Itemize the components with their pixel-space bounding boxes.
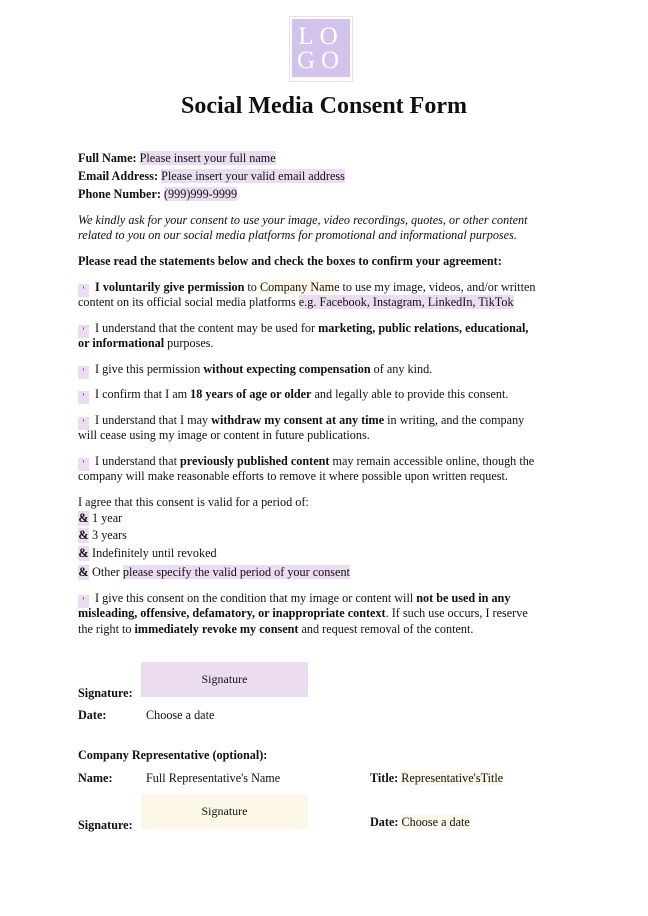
- rep-title-label: Title:: [370, 771, 399, 785]
- rep-date-field[interactable]: Choose a date: [401, 815, 470, 829]
- s2-text-b: purposes.: [164, 336, 214, 350]
- s1-text-a: to: [244, 280, 260, 294]
- option-marker[interactable]: &: [78, 546, 89, 560]
- full-name-row: [78, 151, 276, 166]
- other-period-field[interactable]: please specify the valid period of your consent: [122, 565, 350, 579]
- checkbox-2[interactable]: ': [78, 325, 89, 338]
- page-title: Social Media Consent Form: [181, 93, 467, 119]
- intro-line-2: related to you on our social media platforms for promotional and informational purposes.: [78, 228, 517, 242]
- signature-box[interactable]: Signature: [141, 662, 308, 697]
- rep-title-row: [370, 771, 503, 786]
- final-statement-line-2: [78, 606, 528, 621]
- period-option-1[interactable]: [78, 511, 122, 526]
- rep-signature-box[interactable]: Signature: [141, 794, 308, 829]
- s2-bold-a: marketing, public relations, educational,: [318, 321, 529, 335]
- s3-text-a: I give this permission: [95, 362, 204, 376]
- statement-5-line-2: will cease using my image or content in future publications.: [78, 428, 370, 442]
- s2-text-a: I understand that the content may be used for: [95, 321, 319, 335]
- period-option-4[interactable]: [78, 565, 350, 580]
- s6-text-b: may remain accessible online, though the: [329, 454, 535, 468]
- s4-bold: 18 years of age or older: [190, 387, 312, 401]
- phone-field[interactable]: (999)999-9999: [164, 187, 238, 201]
- statement-3: [78, 362, 432, 379]
- logo-line-2: GO: [296, 47, 346, 74]
- s1-text-b: to use my image, videos, and/or written: [339, 280, 536, 294]
- final-bold-b: misleading, offensive, defamatory, or inappropriate context: [78, 606, 386, 620]
- signature-label: Signature:: [78, 686, 133, 700]
- instructions: Please read the statements below and check the boxes to confirm your agreement:: [78, 254, 502, 268]
- checkbox-3[interactable]: ': [78, 366, 89, 379]
- rep-date-row: [370, 815, 470, 830]
- email-row: [78, 169, 345, 184]
- s6-bold: previously published content: [180, 454, 330, 468]
- period-option-2-label: 3 years: [92, 528, 127, 542]
- period-option-2[interactable]: [78, 528, 127, 543]
- rep-heading: Company Representative (optional):: [78, 748, 268, 762]
- rep-name-label: Name:: [78, 771, 113, 785]
- s6-text-a: I understand that: [95, 454, 180, 468]
- statement-1-line-2: [78, 295, 514, 310]
- s4-text-b: and legally able to provide this consent.: [311, 387, 509, 401]
- checkbox-6[interactable]: ': [78, 458, 89, 471]
- company-name-field[interactable]: Company Name: [259, 280, 340, 294]
- checkbox-5[interactable]: ': [78, 417, 89, 430]
- statement-6-line-2: company will make reasonable efforts to remove it where possible upon written request.: [78, 469, 508, 483]
- option-marker[interactable]: &: [78, 511, 89, 525]
- full-name-label: Full Name:: [78, 151, 137, 165]
- logo-line-1: LO: [298, 23, 344, 50]
- platforms-field[interactable]: e.g. Facebook, Instagram, LinkedIn, TikTok: [298, 295, 514, 309]
- s5-text-a: I understand that I may: [95, 413, 212, 427]
- period-option-1-label: 1 year: [92, 511, 123, 525]
- s3-text-b: of any kind.: [370, 362, 433, 376]
- checkbox-7[interactable]: ': [78, 595, 89, 608]
- period-label: I agree that this consent is valid for a period of:: [78, 495, 309, 509]
- s3-bold: without expecting compensation: [203, 362, 371, 376]
- option-marker[interactable]: &: [78, 565, 89, 579]
- rep-date-label: Date:: [370, 815, 399, 829]
- final-text-a: I give this consent on the condition that my image or content will: [95, 591, 417, 605]
- checkbox-4[interactable]: ': [78, 391, 89, 404]
- final-text-d: and request removal of the content.: [298, 622, 474, 636]
- period-option-3[interactable]: [78, 546, 217, 561]
- final-text-c: the right to: [78, 622, 135, 636]
- logo-frame: [289, 16, 353, 82]
- phone-label: Phone Number:: [78, 187, 161, 201]
- date-label: Date:: [78, 708, 107, 722]
- rep-title-field[interactable]: Representative'sTitle: [401, 771, 504, 785]
- s4-text-a: I confirm that I am: [95, 387, 191, 401]
- final-bold-c: immediately revoke my consent: [134, 622, 299, 636]
- option-marker[interactable]: &: [78, 528, 89, 542]
- final-text-b: . If such use occurs, I reserve: [385, 606, 528, 620]
- s1-line2: content on its official social media platforms: [78, 295, 299, 309]
- s1-bold: I voluntarily give permission: [95, 280, 245, 294]
- logo: [292, 19, 350, 77]
- period-option-4-label: Other: [92, 565, 123, 579]
- period-option-3-label: Indefinitely until revoked: [92, 546, 217, 560]
- statement-2-line-2: [78, 336, 214, 351]
- phone-row: [78, 187, 237, 202]
- intro-line-1: We kindly ask for your consent to use your image, video recordings, quotes, or other content: [78, 213, 528, 227]
- rep-name-field[interactable]: Full Representative's Name: [146, 771, 281, 785]
- statement-4: [78, 387, 508, 404]
- email-label: Email Address:: [78, 169, 159, 183]
- checkbox-1[interactable]: ': [78, 284, 89, 297]
- final-bold-a: not be used in any: [416, 591, 511, 605]
- s5-bold: withdraw my consent at any time: [211, 413, 385, 427]
- s5-text-b: in writing, and the company: [384, 413, 525, 427]
- final-statement-line-3: [78, 622, 473, 637]
- email-field[interactable]: Please insert your valid email address: [161, 169, 345, 183]
- date-field[interactable]: Choose a date: [146, 708, 215, 722]
- rep-signature-label: Signature:: [78, 818, 133, 832]
- full-name-field[interactable]: Please insert your full name: [139, 151, 276, 165]
- s2-bold-b: or informational: [78, 336, 165, 350]
